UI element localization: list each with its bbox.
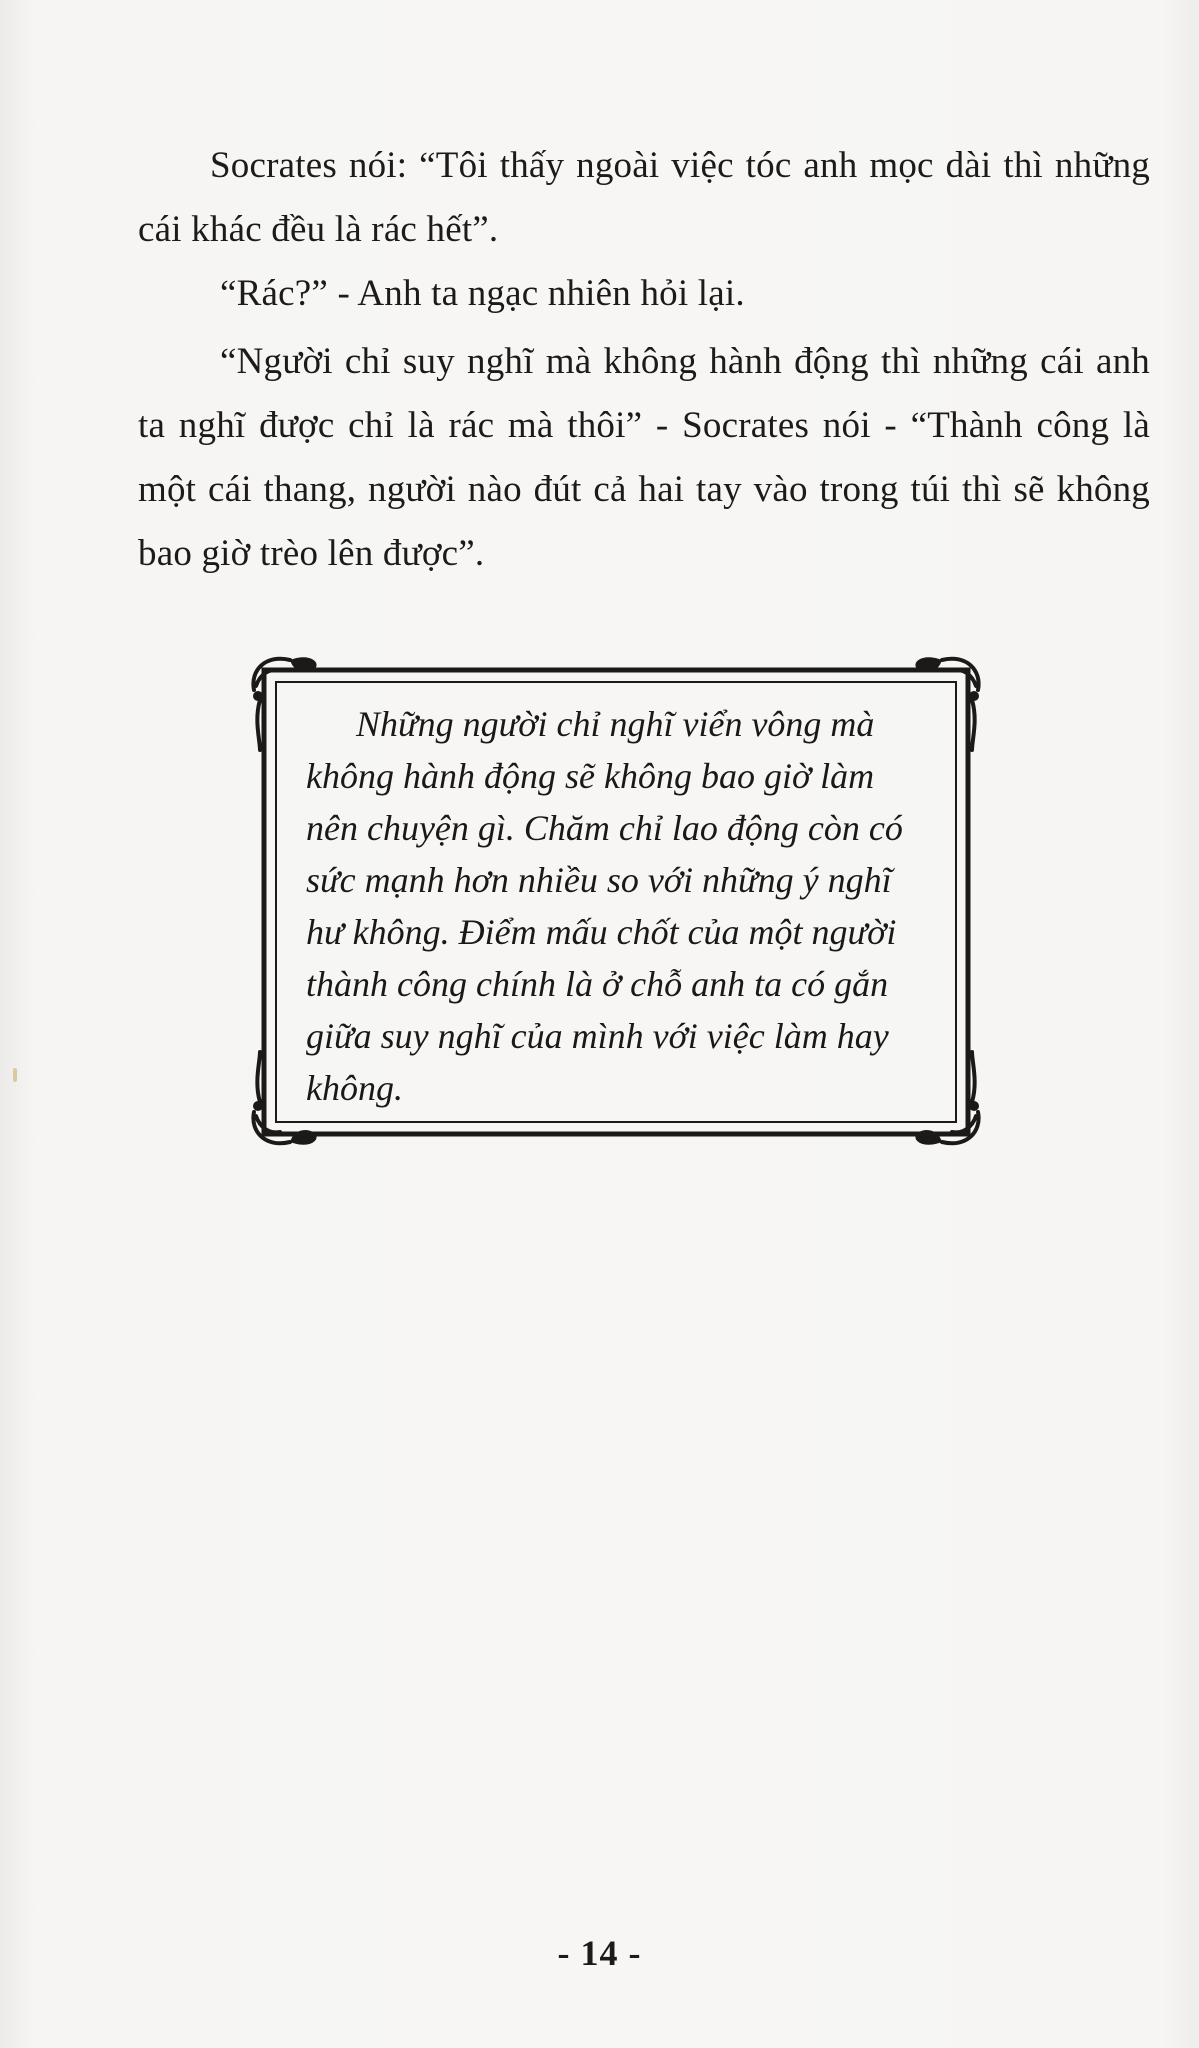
callout-quote-text: Những người chỉ nghĩ viển vông mà không hành động sẽ không bao giờ làm nên chuyện gì. Chăm chỉ lao động còn có sức mạnh hơn nhiều so với những ý nghĩ hư không. Điểm mấu chốt của một người thành công chính là ở chỗ anh ta có gắn giữa suy nghĩ của mình với việc làm hay không. <box>306 704 903 1108</box>
page-mark <box>13 1068 17 1082</box>
paragraph-success-ladder: “Người chỉ suy nghĩ mà không hành động thì những cái anh ta nghĩ được chỉ là rác mà thôi” - Socrates nói - “Thành công là một cái thang, người nào đút cả hai tay vào trong túi thì sẽ không bao giờ trèo lên được”. <box>138 341 1150 574</box>
callout-box <box>246 650 986 1152</box>
paragraph-socrates-says: Socrates nói: “Tôi thấy ngoài việc tóc anh mọc dài thì những cái khác đều là rác hết”. <box>138 145 1150 250</box>
page-number: - 14 - <box>557 1933 642 1973</box>
paragraph-rubbish-question: “Rác?” - Anh ta ngạc nhiên hỏi lại. <box>220 273 745 314</box>
